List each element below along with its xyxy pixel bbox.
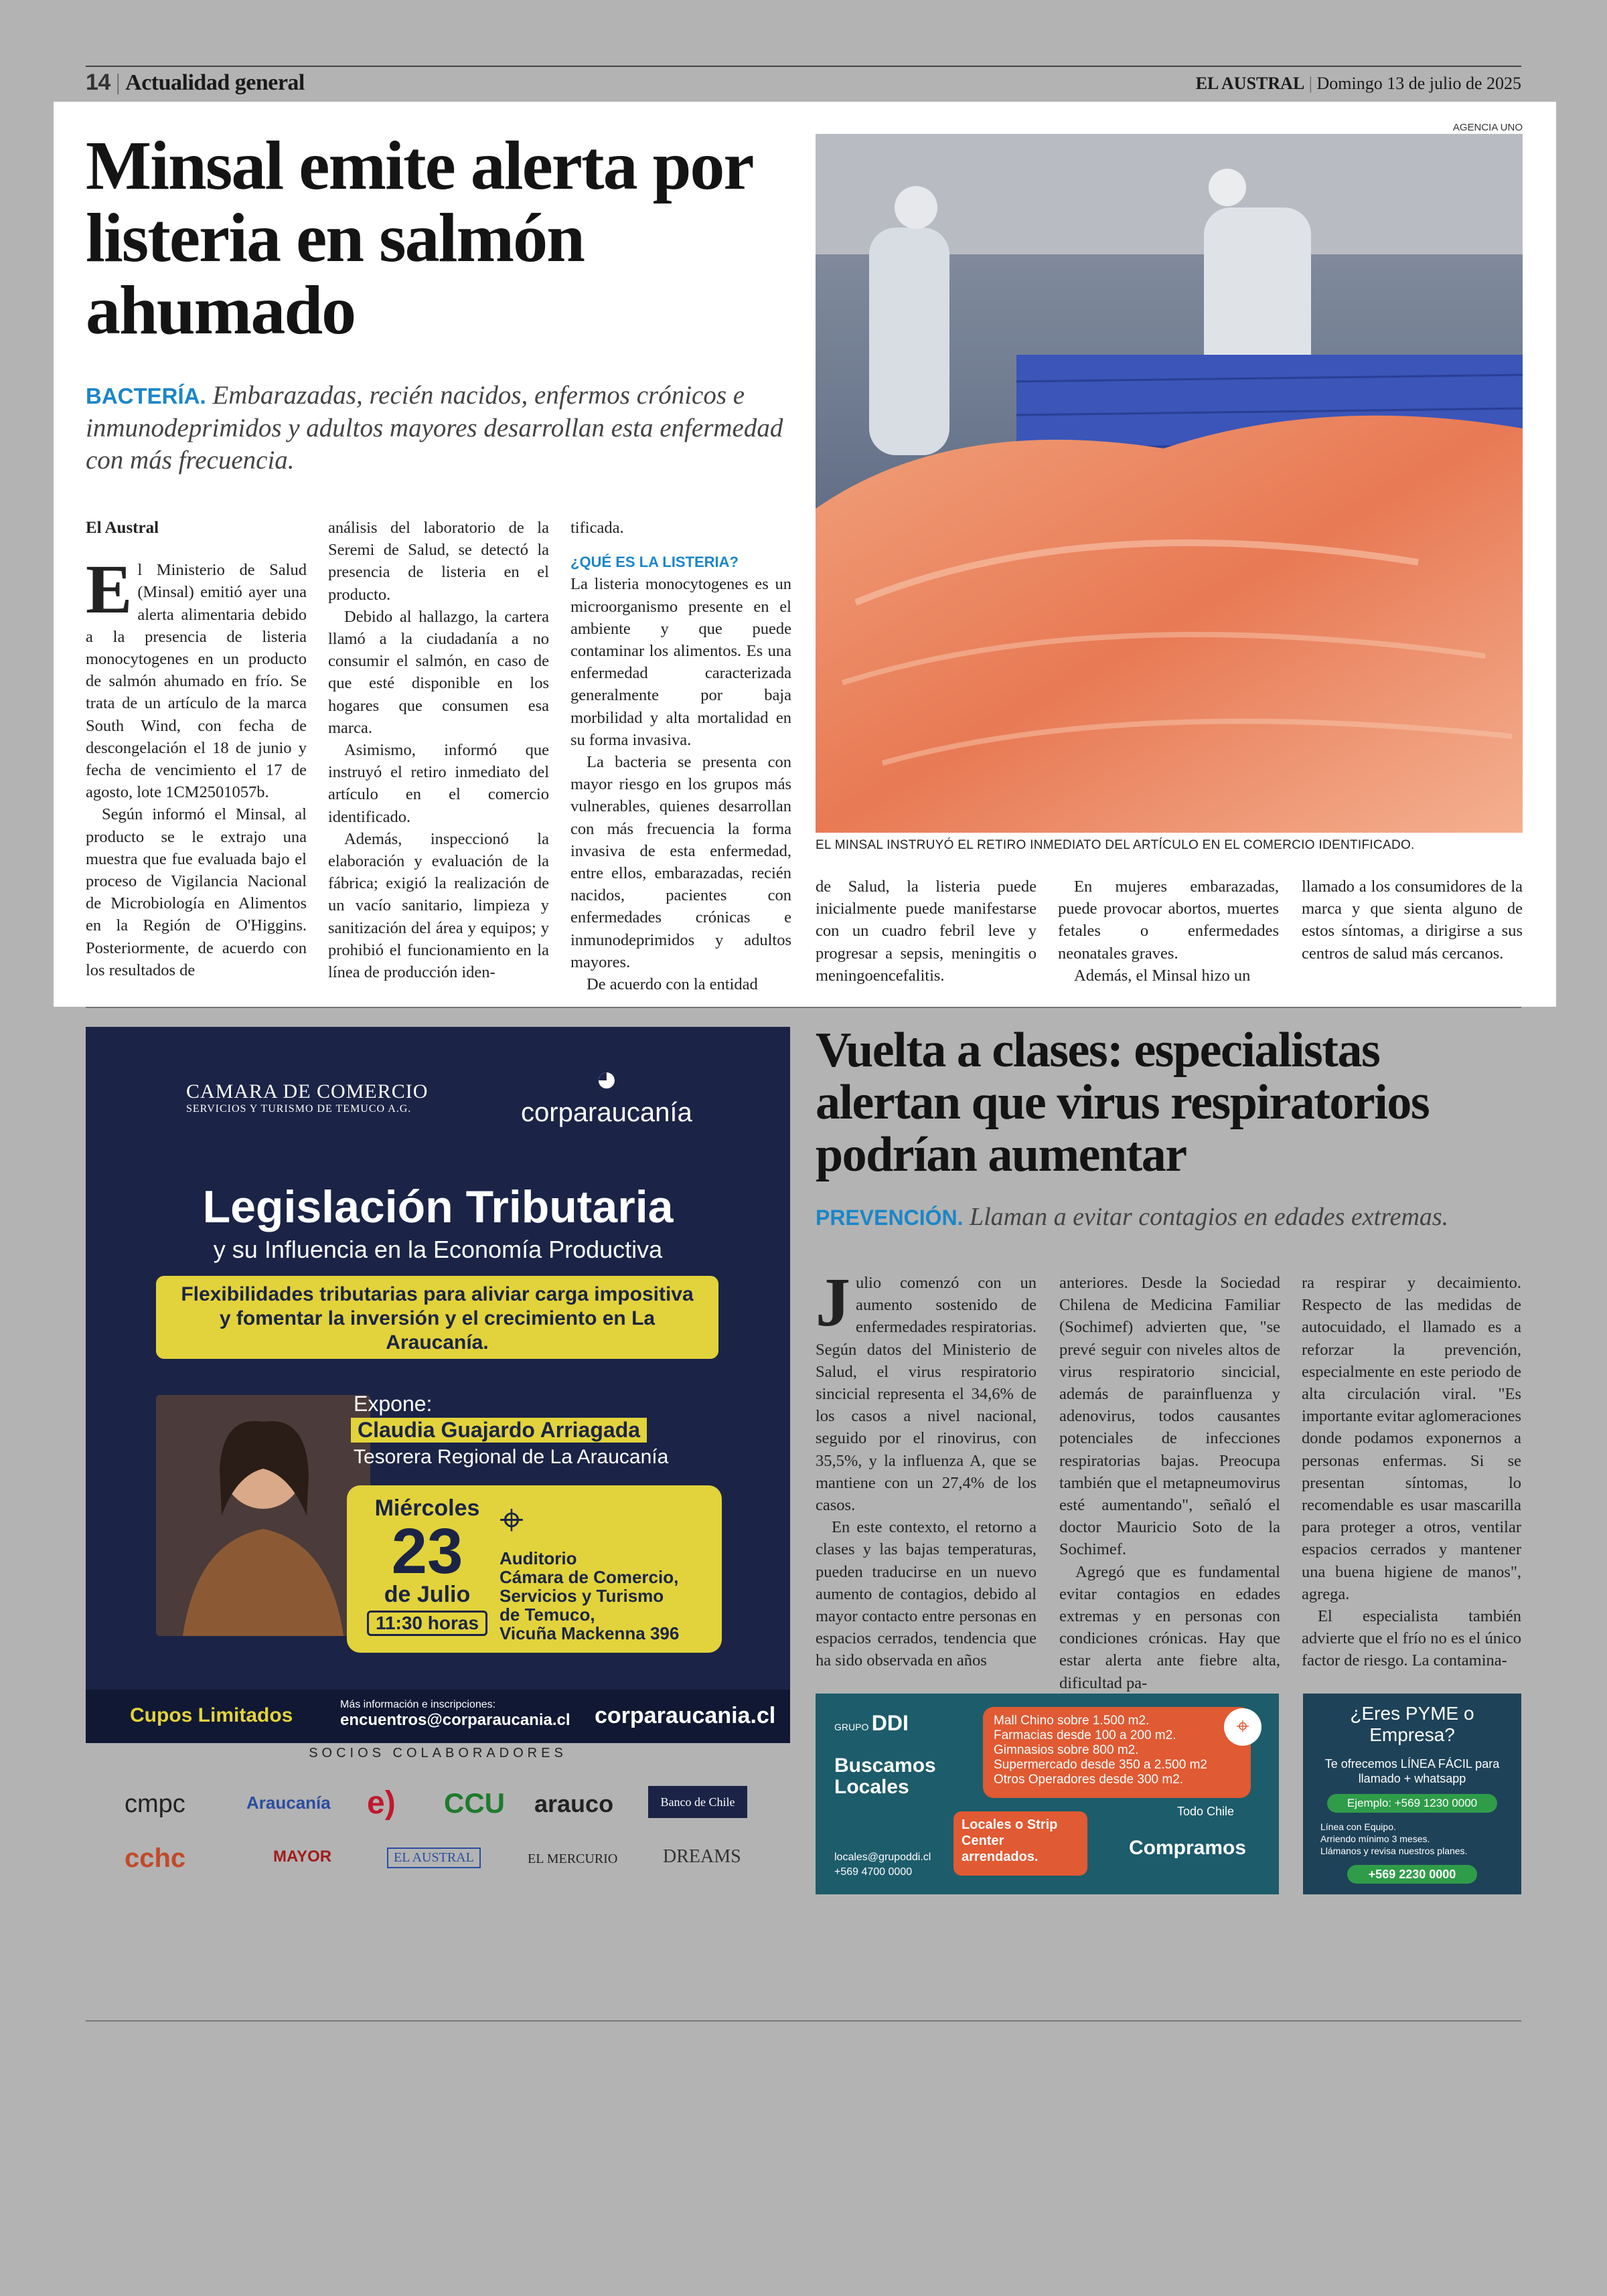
- article-column-3: [570, 517, 791, 995]
- sponsor-mayor: MAYOR: [273, 1848, 332, 1866]
- month: de Julio: [384, 1582, 471, 1607]
- drop-cap: J: [816, 1264, 850, 1341]
- ad-org-corp: [521, 1060, 692, 1128]
- sponsor-ccu: CCU: [444, 1787, 505, 1819]
- deck-text: Embarazadas, recién nacidos, enfermos crónicos e inmunodeprimidos y adultos mayores desarrollan esta enfermedad con más frecuencia.: [86, 381, 783, 475]
- ddi-brand: [834, 1711, 909, 1736]
- paragraph: La listeria monocytogenes es un microorganismo presente en el ambiente y que puede contaminar los alimentos. Es una enfermedad caracterizada generalmente por baja morbilidad y alta mortalidad en su forma invasiva.: [570, 575, 791, 749]
- paragraph: El especialista también advierte que el frío no es el único factor de riesgo. La contamina-: [1302, 1607, 1521, 1670]
- pyme-example: Ejemplo: +569 1230 0000: [1327, 1794, 1497, 1813]
- ad-site[interactable]: corparaucania.cl: [595, 1703, 776, 1728]
- location-pin-icon: ⌖: [500, 1496, 524, 1544]
- venue-line: Servicios y Turismo: [500, 1586, 664, 1606]
- ddi-phone[interactable]: +569 4700 0000: [834, 1866, 913, 1878]
- deck-kicker: BACTERÍA.: [86, 384, 206, 408]
- ddi-todo-chile: Todo Chile: [1177, 1805, 1235, 1818]
- ddi-brand-name: DDI: [871, 1711, 909, 1735]
- sponsor-dreams: DREAMS: [663, 1846, 741, 1867]
- ddi-brand-small: GRUPO: [834, 1722, 869, 1732]
- org-name: CAMARA DE COMERCIO: [186, 1080, 429, 1102]
- ddi-buscamos: Buscamos Locales: [834, 1754, 936, 1798]
- pyme-title: ¿Eres PYME o Empresa?: [1350, 1703, 1474, 1745]
- paragraph: La bacteria se presenta con mayor riesgo en los grupos más vulnerables, quienes desarrollan con más frecuencia la forma invasiva de esta enfermedad, entre ellos, embarazadas, recién nacidos, pacientes con enfermedades crónicas e inmunodeprimidos y adultos mayores.: [570, 753, 791, 971]
- bottom-rule: [86, 2020, 1521, 2022]
- deck-kicker: PREVENCIÓN.: [816, 1206, 964, 1230]
- sponsor-cchc: cchc: [125, 1843, 186, 1873]
- paragraph: anteriores. Desde la Sociedad Chilena de Medicina Familiar (Sochimef) advierten que, "se prevé seguir con niveles altos de virus respiratorio sincicial, además de parainfluenza y adenovirus, todos causantes potenciales de infecciones respiratorias bajas. Preocupa también que el metapneumovirus esté aumentando", señaló el doctor Mauricio Soto de la Sochimef.: [1059, 1274, 1280, 1559]
- article2-column-3: [1302, 1272, 1521, 1672]
- photo-credit: AGENCIA UNO: [1452, 122, 1523, 133]
- pyme-benefits: [1320, 1821, 1467, 1857]
- article-column-4: [816, 876, 1037, 987]
- ddi-contact: [834, 1850, 931, 1880]
- venue-line: de Temuco,: [500, 1605, 595, 1625]
- expone-label: Expone:: [354, 1392, 433, 1416]
- pyme-benefit: Llámanos y revisa nuestros planes.: [1320, 1846, 1468, 1856]
- deck-text: Llaman a evitar contagios en edades extremas.: [969, 1203, 1449, 1231]
- ad-org-camara: [186, 1080, 428, 1115]
- sponsor-el-austral: EL AUSTRAL: [387, 1848, 481, 1868]
- section-header: 14 | Actualidad general: [86, 70, 305, 95]
- paragraph: Agregó que es fundamental evitar contagios en edades extremas y en personas con condiciones crónicas. Hay que estar alerta ante fiebre alta, dificultad pa-: [1059, 1562, 1280, 1692]
- article-headline: Minsal emite alerta por listeria en salmón ahumado: [86, 127, 752, 349]
- ddi-line: Mall Chino sobre 1.500 m2.: [994, 1714, 1150, 1728]
- day-name: Miércoles: [374, 1495, 480, 1521]
- event-time: 11:30 horas: [367, 1611, 487, 1636]
- page-number: 14: [86, 70, 110, 95]
- location-pin-icon: ⌖: [1224, 1708, 1261, 1746]
- paragraph: de Salud, la listeria puede inicialmente puede manifestarse con un cuadro febril leve y progresar a sepsis, meningitis o meningoencefalitis.: [816, 878, 1037, 985]
- cupos-limitados: Cupos Limitados: [130, 1704, 293, 1726]
- ad-subtitle: y su Influencia en la Economía Productiva: [213, 1236, 663, 1263]
- paragraph: llamado a los consumidores de la marca y que sienta alguno de estos síntomas, a dirigirse a sus centros de salud más cercanos.: [1302, 878, 1523, 963]
- ddi-list-box: [983, 1707, 1251, 1798]
- paragraph: En mujeres embarazadas, puede provocar abortos, muertes fetales o enfermedades neonatales graves.: [1058, 878, 1279, 963]
- ddi-line: Gimnasios sobre 800 m2.: [994, 1743, 1139, 1757]
- sponsors-panel: [86, 1743, 790, 1904]
- ddi-compramos: Compramos: [1129, 1837, 1247, 1859]
- ad-pyme: [1303, 1694, 1521, 1894]
- venue-line: Auditorio: [500, 1548, 577, 1568]
- paper-date: EL AUSTRAL | Domingo 13 de julio de 2025: [1195, 74, 1521, 93]
- article-column-1: [86, 517, 307, 981]
- issue-date: Domingo 13 de julio de 2025: [1316, 74, 1521, 93]
- sponsor-el-mercurio: EL MERCURIO: [528, 1852, 618, 1866]
- paragraph: [816, 1264, 1037, 1516]
- ad-grupo-ddi: [816, 1694, 1279, 1894]
- sponsor-banco-chile: Banco de Chile: [648, 1786, 747, 1818]
- paragraph: Debido al hallazgo, la cartera llamó a la ciudadanía a no consumir el salmón, en caso de que esté disponible en los hogares que consumen esa marca.: [328, 607, 549, 737]
- ddi-line: Otros Operadores desde 300 m2.: [994, 1773, 1184, 1787]
- ddi-email[interactable]: locales@grupoddi.cl: [834, 1852, 931, 1863]
- article2-headline: Vuelta a clases: especialistas alertan que virus respiratorios podrían aumentar: [816, 1023, 1430, 1182]
- paragraph: En este contexto, el retorno a clases y las bajas temperaturas, pueden traducirse en un nuevo aumento de contagios, debido al mayor contacto entre personas en espacios cerrados, tendencia que ha sido observada en años: [816, 1518, 1037, 1670]
- pyme-phone[interactable]: +569 2230 0000: [1347, 1865, 1477, 1884]
- paragraph: Además, el Minsal hizo un: [1074, 966, 1251, 985]
- venue-line: Vicuña Mackenna 396: [500, 1623, 680, 1643]
- event-date: [360, 1495, 494, 1636]
- sponsors-title: SOCIOS COLABORADORES: [309, 1746, 567, 1760]
- venue: [500, 1549, 679, 1643]
- paper-name: EL AUSTRAL: [1195, 74, 1305, 93]
- article-column-2: [328, 517, 549, 983]
- article-deck: [86, 380, 795, 477]
- corp-logo-icon: ◕: [595, 1058, 618, 1100]
- article2-column-2: [1059, 1272, 1280, 1694]
- speaker-name: Claudia Guajardo Arriagada: [351, 1418, 647, 1443]
- ad-contact: [340, 1699, 570, 1730]
- venue-line: Cámara de Comercio,: [500, 1567, 679, 1587]
- byline: El Austral: [86, 519, 159, 537]
- article2-deck: [816, 1202, 1525, 1232]
- speaker-photo: [156, 1395, 370, 1636]
- ad-title: Legislación Tributaria: [202, 1181, 674, 1232]
- ad-legislacion-tributaria: [86, 1027, 790, 1743]
- paragraph: análisis del laboratorio de la Seremi de Salud, se detectó la presencia de listeria en el producto.: [328, 519, 549, 604]
- drop-cap: E: [86, 551, 133, 629]
- sponsor-arauco: arauco: [534, 1790, 614, 1817]
- paragraph: De acuerdo con la entidad: [587, 975, 758, 994]
- contact-email[interactable]: encuentros@corparaucania.cl: [340, 1711, 570, 1729]
- paragraph: Según informó el Minsal, al producto se le extrajo una muestra que fue evaluada bajo el proceso de Vigilancia Nacional de Microbiología en Alimentos en la Región de O'Higgins. Posteriormente, de acuerdo con los resultados de: [86, 805, 307, 979]
- sponsor-araucania: Araucanía: [246, 1793, 331, 1813]
- paragraph: ra respirar y decaimiento. Respecto de las medidas de autocuidado, el llamado es a reforzar la prevención, especialmente en este periodo de alta circulación viral. "Es importante evitar aglomeraciones donde podamos exponernos a personas enfermas. Si se presentan síntomas, lo recomendable es usar mascarilla para proteger a otros, ventilar espacios cerrados y mantener una buena higiene de manos", agrega.: [1302, 1274, 1521, 1603]
- org-sub: SERVICIOS Y TURISMO DE TEMUCO A.G.: [186, 1103, 412, 1115]
- sponsor-e: e): [367, 1785, 396, 1821]
- paragraph: Además, inspeccionó la elaboración y evaluación de la fábrica; exigió la realización de un vacío sanitario, limpieza y sanitización del área y equipos; y prohibió el funcionamiento en la línea de producción iden-: [328, 829, 549, 982]
- paragraph: [86, 551, 307, 803]
- photo-caption: EL MINSAL INSTRUYÓ EL RETIRO INMEDIATO DEL ARTÍCULO EN EL COMERCIO IDENTIFICADO.: [816, 838, 1415, 852]
- subhead: ¿QUÉ ES LA LISTERIA?: [570, 554, 739, 571]
- ddi-line: Farmacias desde 100 a 200 m2.: [994, 1728, 1176, 1742]
- article2-column-1: [816, 1264, 1037, 1672]
- article-listeria: [54, 102, 1556, 1007]
- section-divider: [86, 1007, 1521, 1008]
- ad-highlight-box: Flexibilidades tributarias para aliviar carga impositiva y fomentar la inversión y el crecimiento en La Araucanía.: [156, 1276, 718, 1359]
- pyme-offer: Te ofrecemos LÍNEA FÁCIL para llamado + whatsapp: [1324, 1757, 1500, 1785]
- ddi-locales-box: Locales o Strip Center arrendados.: [953, 1811, 1087, 1876]
- more-info-label: Más información e inscripciones:: [340, 1699, 496, 1710]
- paragraph: tificada.: [570, 519, 624, 537]
- header-rule: [86, 66, 1521, 67]
- ddi-line: Supermercado desde 350 a 2.500 m2: [994, 1758, 1207, 1772]
- paragraph-text: l Ministerio de Salud (Minsal) emitió ayer una alerta alimentaria debido a la presencia de listeria monocytogenes en un producto de salmón ahumado en frío. Se trata de un artículo de la marca South Wind, con fecha de descongelación el 18 de junio y fecha de vencimiento el 17 de agosto, lote 1CM2501057b.: [86, 561, 307, 802]
- article-column-5: [1058, 876, 1279, 987]
- salmon-photo: [816, 134, 1523, 833]
- paragraph: Asimismo, informó que instruyó el retiro inmediato del artículo en el comercio identificado.: [328, 741, 549, 826]
- pyme-benefit: Arriendo mínimo 3 meses.: [1320, 1833, 1430, 1844]
- salmon-image: [816, 134, 1523, 833]
- day-number: 23: [391, 1515, 463, 1587]
- corp-name: corparaucanía: [521, 1098, 692, 1127]
- pyme-benefit: Línea con Equipo.: [1320, 1821, 1396, 1832]
- speaker-role: Tesorera Regional de La Araucanía: [354, 1446, 669, 1468]
- article-column-6: [1302, 876, 1523, 965]
- paragraph-text: ulio comenzó con un aumento sostenido de enfermedades respiratorias. Según datos del Ministerio de Salud, el virus respiratorio sincicial representa el 34,6% de los casos a nivel nacional, seguido por el rinovirus, con 35,5%, y la influenza A, que se mantiene con un 27,4% de los casos.: [816, 1274, 1037, 1515]
- sponsor-cmpc: cmpc: [125, 1790, 185, 1818]
- section-name: Actualidad general: [125, 70, 305, 95]
